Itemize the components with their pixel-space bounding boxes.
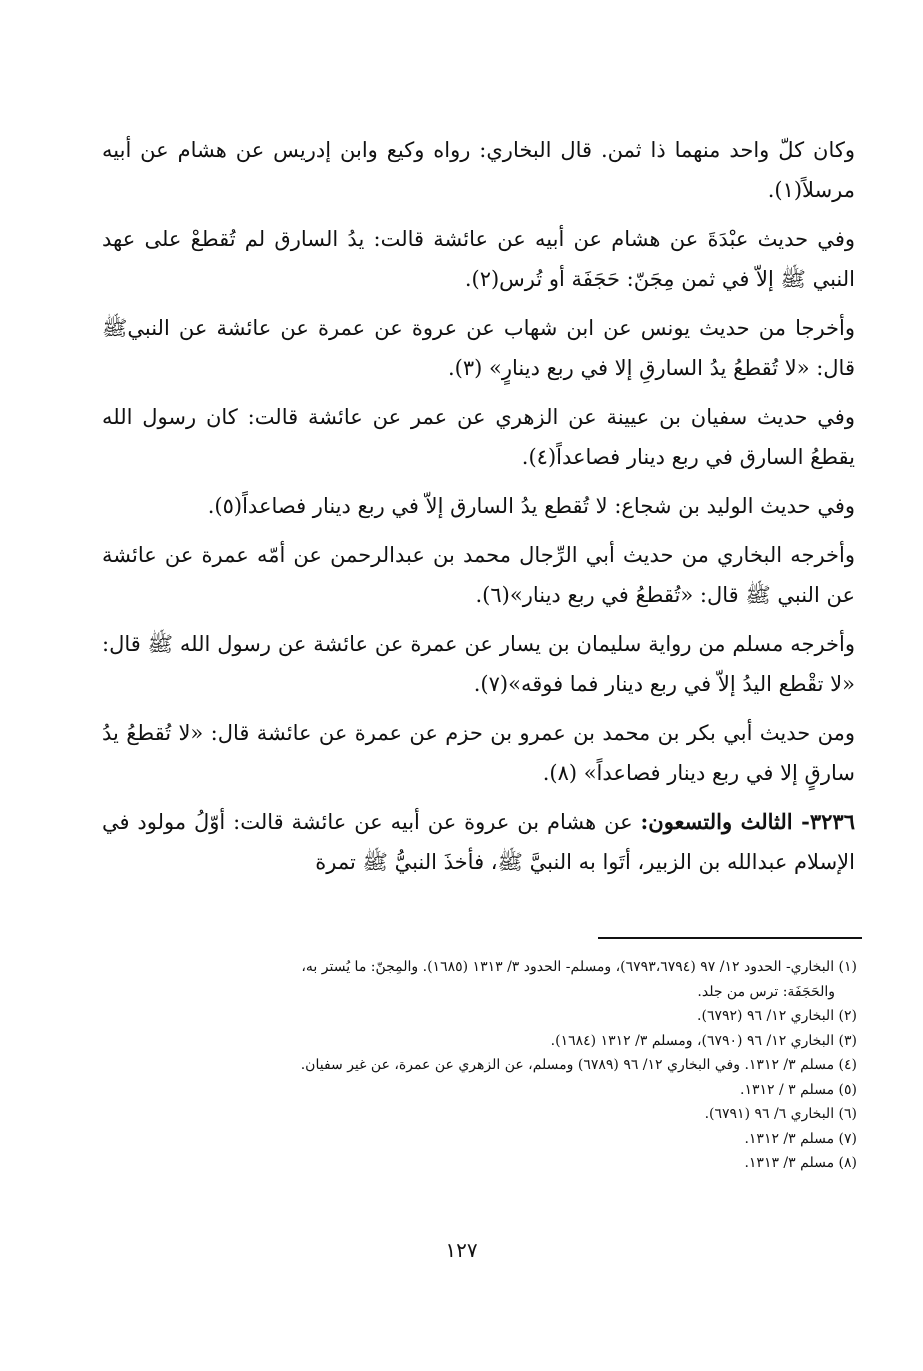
hadith-text: عن هشام بن عروة عن أبيه عن عائشة قالت: أوّلُ مولود في الإسلام عبدالله بن الزبير، أتَوا به النبيَّ ﷺ، فأخذَ النبيُّ ﷺ تمرة — [102, 810, 855, 874]
paragraph-2: وفي حديث عبْدَةَ عن هشام عن أبيه عن عائشة قالت: يدُ السارق لم تُقطعْ على عهد النبي ﷺ إلاّ في ثمن مِجَنّ: حَجَفَة أو تُرس(٢). — [102, 227, 855, 291]
footnote-2: (٢) البخاري ١٢/ ٩٦ (٦٧٩٢). — [697, 1008, 857, 1024]
footnote-1-continued: والحَجَفَة: ترس من جلد. — [697, 983, 835, 1000]
footnote-separator — [598, 937, 862, 939]
footnotes — [102, 955, 857, 1176]
hadith-paragraph — [102, 802, 855, 882]
footnote-5: (٥) مسلم ٣ / ١٣١٢. — [740, 1081, 857, 1098]
footnote-6: (٦) البخاري ٦/ ٩٦ (٦٧٩١). — [704, 1106, 857, 1122]
footnote-7: (٧) مسلم ٣/ ١٣١٢. — [744, 1130, 857, 1147]
footnote-8: (٨) مسلم ٣/ ١٣١٣. — [744, 1155, 857, 1171]
main-text — [102, 130, 855, 891]
paragraph-7: وأخرجه مسلم من رواية سليمان بن يسار عن عمرة عن عائشة عن رسول الله ﷺ قال: «لا تقْطع اليدُ إلاّ في ربع دينار فما فوقه»(٧). — [102, 632, 855, 696]
paragraph-5: وفي حديث الوليد بن شجاع: لا تُقطع يدُ السارق إلاّ في ربع دينار فصاعداً(٥). — [207, 494, 855, 518]
paragraph-4: وفي حديث سفيان بن عيينة عن الزهري عن عمر عن عائشة قالت: كان رسول الله يقطعُ السارق في ربع دينار فصاعداً(٤). — [102, 405, 855, 469]
paragraph-3: وأخرجا من حديث يونس عن ابن شهاب عن عروة عن عمرة عن عائشة عن النبيﷺ قال: «لا تُقطعُ يدُ السارقِ إلا في ربع دينارٍ» (٣). — [102, 316, 855, 380]
footnote-1: (١) البخاري- الحدود ١٢/ ٩٧ (٦٧٩٣،٦٧٩٤)، ومسلم- الحدود ٣/ ١٣١٣ (١٦٨٥). والمِجنّ: ما يُستر به، — [301, 959, 857, 975]
page-number: ١٢٧ — [445, 1238, 478, 1262]
paragraph-8: ومن حديث أبي بكر بن محمد بن عمرو بن حزم عن عمرة عن عائشة قال: «لا تُقطعُ يدُ سارقٍ إلا في ربع دينار فصاعداً» (٨). — [102, 721, 855, 785]
footnote-3: (٣) البخاري ١٢/ ٩٦ (٦٧٩٠)، ومسلم ٣/ ١٣١٢ (١٦٨٤). — [550, 1032, 857, 1049]
paragraph-6: وأخرجه البخاري من حديث أبي الرِّجال محمد بن عبدالرحمن عن أمّه عمرة عن عائشة عن النبي ﷺ قال: «تُقطعُ في ربع دينار»(٦). — [102, 543, 855, 607]
paragraph-1: وكان كلّ واحد منهما ذا ثمن. قال البخاري: رواه وكيع وابن إدريس عن هشام عن أبيه مرسلاً(١). — [102, 138, 855, 202]
hadith-number: ٣٢٣٦- الثالث والتسعون: — [640, 809, 855, 834]
footnote-4: (٤) مسلم ٣/ ١٣١٢. وفي البخاري ١٢/ ٩٦ (٦٧٨٩) ومسلم، عن الزهري عن عمرة، عن غير سفيان. — [300, 1057, 857, 1073]
